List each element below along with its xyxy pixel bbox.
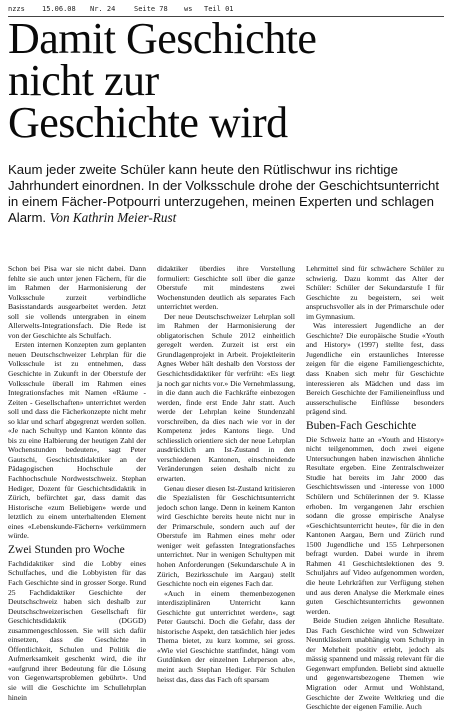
publication-code: nzzs [8, 5, 25, 13]
paragraph: Schon bei Pisa war sie nicht dabei. Dann fehlte sie auch unter jenen Fächern, für die im Rahmen der Harmonisierung der Volksschule zurzeit verbindliche Basisstandards ausgearbeitet werden. Jetzt soll sie vollends untergraben in einem Allerwelts-Integrationsfach. Die Rede ist von der Geschichte als Schulfach. [8, 264, 146, 340]
paragraph: Beide Studien zeigen ähnliche Resultate. Das Fach Geschichte wird von Schweizer Neuntklässlern unabhängig vom Schultyp in der Mehrheit positiv erlebt, jedoch als mässig spannend und mässig relevant für die Gegenwart empfunden. Beliebt sind aktuelle und gegenwartsbezogene Themen wie Migration oder Armut und Wohlstand, Geschichte der Zweite Weltkrieg und die Geschichte der eigenen Familie. Auch [306, 616, 444, 712]
paragraph: Was interessiert Jugendliche an der Geschichte? Die europäische Studie «Youth and History» (1997) stellte fest, dass Jugendliche ein erstaunliches Interesse zeigen für die eigene Familiengeschichte, dass Knaben sich mehr für Geschichte interessieren als Mädchen und dass im Bereich Geschichte der Familieneinfluss und ausserschulische Einflüsse besonders prägend sind. [306, 321, 444, 417]
text-column-1 [8, 264, 146, 702]
paragraph: «Auch in einem themenbezogenen interdisziplinären Unterricht kann Geschichte gut unterrichtet werden», sagt Peter Gautschi. Doch die Gefahr, dass der historische Aspekt, den tatsächlich hier jedes Thema bietet, zu kurz komme, sei gross. «Wie viel Geschichte stattfindet, hängt vom Gutdünken der einzelnen Lehrperson ab», meint auch Stephan Hediger. Für Schulen heisst das, dass das Fach oft sparsam [157, 588, 295, 684]
article-headline [8, 14, 444, 147]
issue-number: Nr. 24 [90, 5, 116, 13]
text-column-3 [306, 264, 444, 712]
article-body [8, 264, 444, 712]
paragraph: Genau dieser diesen Ist-Zustand kritisieren die Spezialisten für Geschichtsunterricht jedoch schon lange. Denn in keinem Kanton wird Geschichte bereits heute nicht nur in der Primarschule, sondern auch auf der Oberstufe im Rahmen eines mehr oder weniger weit gefassten Integrationsfaches unterrichtet. Nur in wenigen Schultypen mit hohen Anforderungen (Sekundarschule A in Zürich, Bezirksschule im Aargau) stellt Geschichte noch ein eigenes Fach dar. [157, 483, 295, 589]
paragraph: Fachdidaktiker sind die Lobby eines Schulfaches, und die Lobbyisten für das Fach Geschichte sind in grosser Sorge. Rund 25 Fachdidaktiker Geschichte der Deutschschweiz haben sich deshalb zur Deutschschweizerischen Gesellschaft für Geschichtsdidaktik (DGGD) zusammengeschlossen. Sie will sich dafür einsetzen, dass die Geschichte in Öffentlichkeit, Schulen und Politik die Aufmerksamkeit geschenkt wird, die ihr «aufgrund ihrer Bedeutung für die Lösung von Gegenwartsproblemen gebührt». Und sie will die Geschichte im Schullehrplan hinein [8, 558, 146, 702]
subheading: Buben-Fach Geschichte [306, 419, 417, 432]
paragraph: Ersten internen Konzepten zum geplanten neuen Deutschschweizer Lehrplan für die Volksschule ist zu entnehmen, dass Geschichte in Zukunft in der Oberstufe der Volksschule überall im Rahmen eines Integrationsfaches mit Namen «Räume - Zeiten - Gesellschaften» unterrichtet werden soll und dass die Fächerkonzepte nicht mehr so klar und scharf abgegrenzt werden sollen. «Je nach Schultyp und Kanton könnte das bis zu eine Halbierung der heutigen Zahl der Wochenstunden bedeuten», sagt Peter Gautschi, Geschichtsdidaktiker an der Pädagogischen Hochschule der Fachhochschule Nordwestschweiz. Stephan Hediger, Dozent für Geschichtsdidaktik in Zürich, befürchtet gar, dass damit das Historische «zum Beliebigen» werde und letztlich zu einem unterhaltenden Element eines «Lebenskunde-Fächern» verkümmern würde. [8, 340, 146, 541]
article-lead [8, 162, 444, 226]
issue-date: 15.06.08 [42, 5, 76, 13]
section-code: ws [184, 5, 193, 13]
author-byline: Von Kathrin Meier-Rust [49, 210, 177, 225]
text-column-2 [157, 264, 295, 684]
paragraph: Der neue Deutschschweizer Lehrplan soll im Rahmen der Harmonisierung der obligatorischen Schule 2012 einheitlich geregelt werden. Zurzeit ist erst ein Grundlagenprojekt in Arbeit. Projektleiterin Agnes Weber hält deshalb den Vorstoss der Geschichtsdidaktiker für verfrüht: «Es liegt ja noch gar nichts vor.» Die Vernehmlassung, in die dann auch die Fachkräfte einbezogen werden, finde erst Ende Jahr statt. Auch werde der Lehrplan keine Stundenzahl vorschreiben, da dies nach wie vor in der Kompetenz jedes Kantons liege. Und schliesslich orientiere sich der neue Lehrplan ausdrücklich am Ist-Zustand in den verschiedenen Kantonen, einschneidende Veränderungen seien deshalb nicht zu erwarten. [157, 311, 295, 484]
paragraph: didaktiker überdies ihre Vorstellung formuliert: Geschichte soll über die ganze Oberstufe mit mindestens zwei Wochenstunden deutlich als separates Fach unterrichtet werden. [157, 264, 295, 312]
headline-line: Geschichte wird [8, 98, 288, 147]
headline-line: Damit Geschichte [8, 14, 317, 63]
lead-text: Kaum jeder zweite Schüler kann heute den Rütlischwur ins richtige Jahrhundert einordnen. In der Volksschule drohe der Geschichtsunterricht in einem Fächer-Potpourri unterzugehen, meinen Experten und schlagen Alarm. [8, 162, 440, 225]
subheading: Zwei Stunden pro Woche [8, 543, 125, 556]
page-number: Seite 78 [134, 5, 168, 13]
headline-line: nicht zur [8, 56, 159, 105]
part-number: Teil 01 [204, 5, 234, 13]
paragraph: Die Schweiz hatte an «Youth and History» nicht teilgenommen, doch zwei eigene Untersuchungen haben inzwischen ähnliche Resultate ergeben. Eine Zentralschweizer Studie hat bereits im Jahr 2000 das Geschichtswissen und -interesse von 1000 Schülern und Schülerinnen der 9. Klasse erhoben. Im vergangenen Jahr erschien sodann die grosse empirische Analyse «Geschichtsunterricht heute», für die in den Kantonen Aargau, Bern und Zürich rund 1500 Jugendliche und 155 Lehrpersonen befragt wurden. Dabei wurde in ihrem Rahmen 41 Geschichtslektionen des 9. Schuljahrs auf Video aufgenommen worden, die heute Lehrkräften zur Verfügung stehen und aus deren Analyse die Merkmale eines guten Geschichtsunterrichts gewonnen werden. [306, 434, 444, 616]
paragraph: Lehrmittel sind für schwächere Schüler zu schwierig. Dazu kommt das Alter der Schüler: Schüler der Sekundarstufe I für Geschichte zu begeistern, sei weit anspruchsvoller als in der Primarschule oder im Gymnasium. [306, 264, 444, 321]
